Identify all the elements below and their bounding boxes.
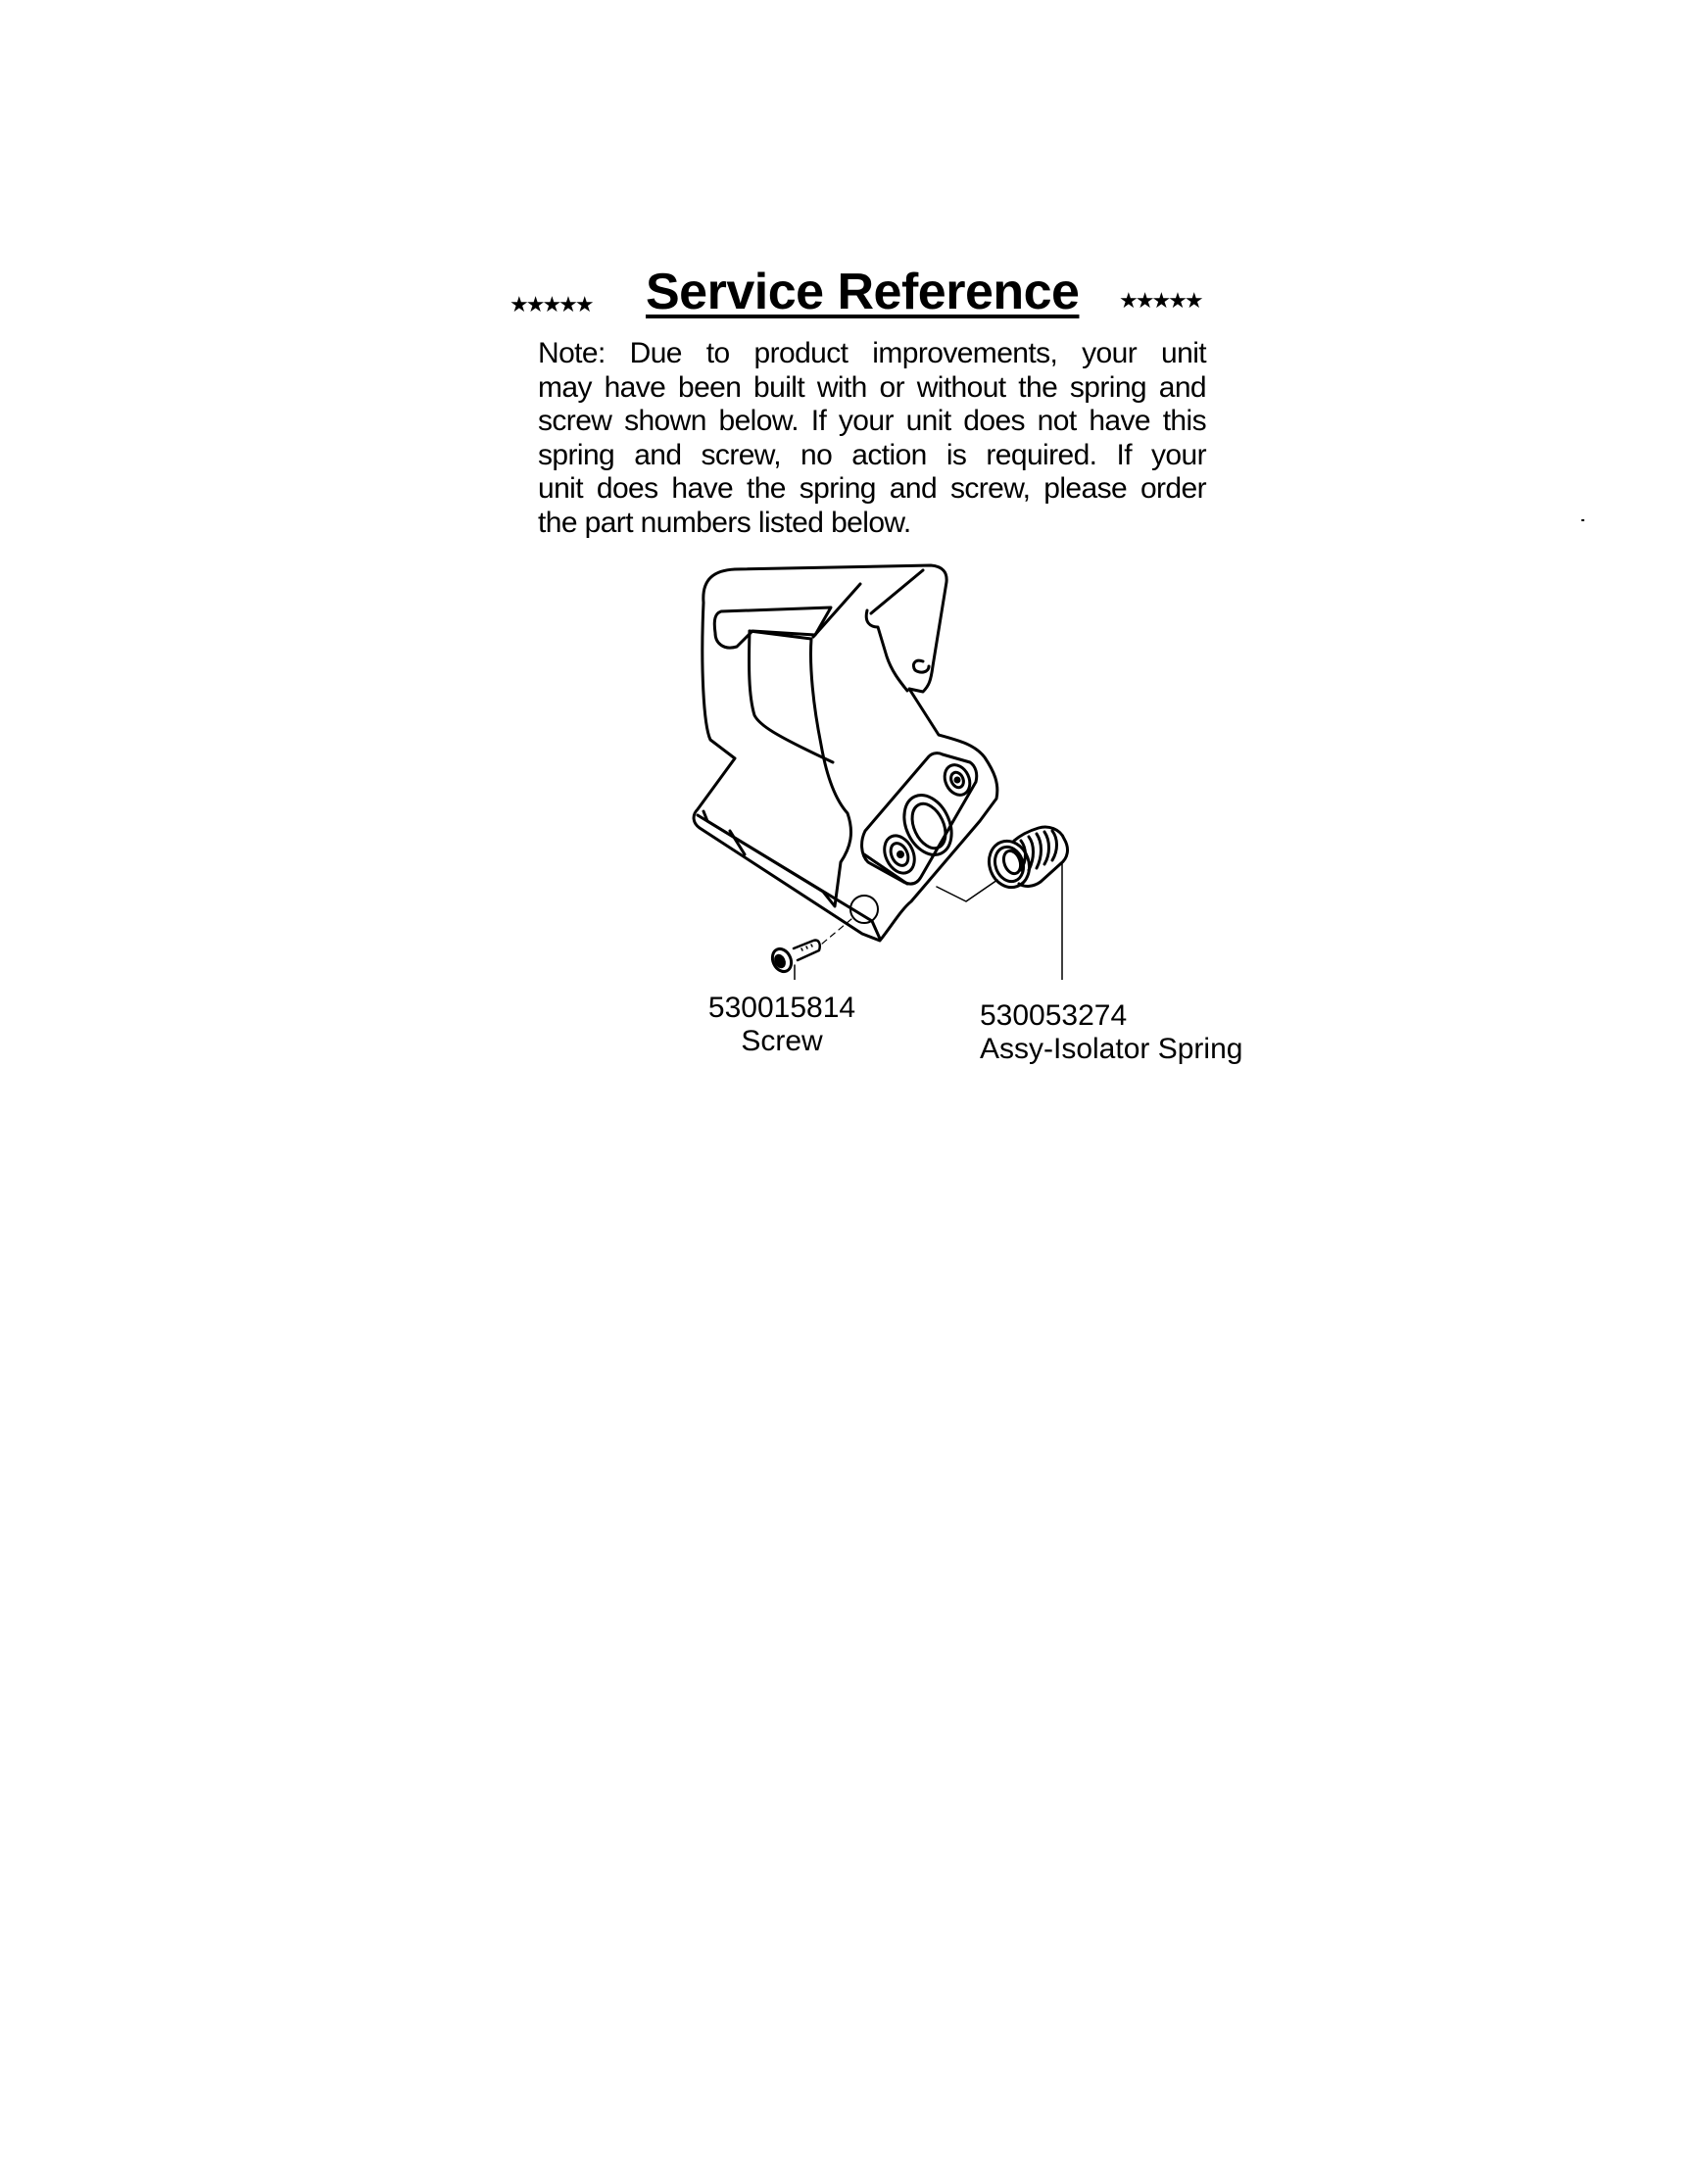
note-line: Note: Due to product improvements, your unit	[538, 337, 1206, 369]
scan-speck	[1581, 519, 1584, 521]
page-title: Service Reference	[646, 264, 1080, 320]
part-callout-screw	[703, 992, 860, 1058]
part-name: Assy-Isolator Spring	[980, 1033, 1243, 1065]
service-note	[538, 337, 1206, 540]
star-divider-right: ★★★★★	[1119, 288, 1201, 313]
part-number: 530053274	[980, 999, 1128, 1032]
heading-row	[509, 263, 1215, 331]
part-callout-isolator-spring	[980, 999, 1242, 1066]
note-line: screw shown below. If your unit does not have this	[538, 405, 1206, 437]
note-line: the part numbers listed below.	[538, 506, 911, 539]
handle-assembly-illustration	[676, 549, 1117, 980]
handle-icon	[694, 565, 997, 941]
part-name: Screw	[741, 1025, 823, 1057]
note-line: spring and screw, no action is required. If your	[538, 438, 1206, 471]
star-divider-left: ★★★★★	[509, 292, 592, 316]
isolator-spring-icon	[983, 827, 1067, 893]
note-line: unit does have the spring and screw, please order	[538, 472, 1206, 505]
part-number: 530015814	[707, 992, 856, 1024]
screw-icon	[769, 919, 851, 980]
note-line: may have been built with or without the spring and	[538, 370, 1206, 404]
